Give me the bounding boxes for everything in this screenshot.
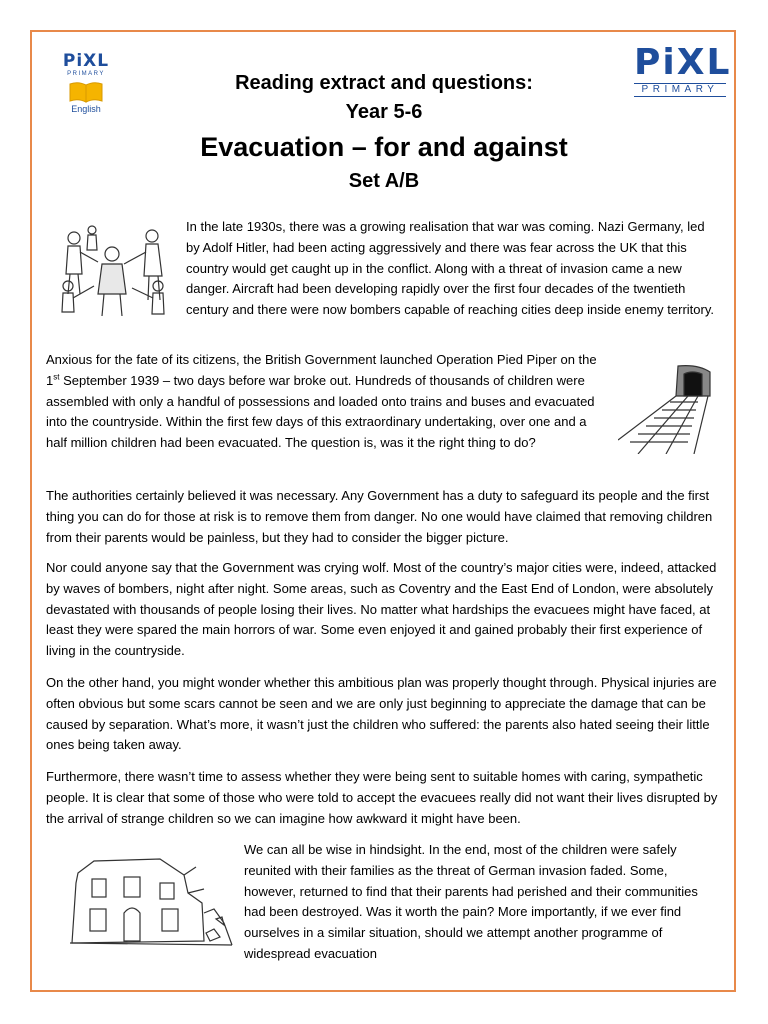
pixl-primary-logo — [634, 42, 732, 100]
paragraph-2 — [46, 350, 610, 454]
crowd-pointing-illustration — [54, 224, 172, 322]
railway-tunnel-illustration — [618, 362, 722, 454]
logo-left-sub: PRIMARY — [67, 71, 105, 77]
page-title: Evacuation – for and against — [200, 132, 568, 162]
paragraph-4: Nor could anyone say that the Government was crying wolf. Most of the country’s major cities were, indeed, attacked by waves of bombers, night after night. Some areas, such as Coventry and the East End of London, were absolutely devastated with thousands of people losing their lives. No matter what hardships the evacuees might have faced, at least they were spared the main horrors of war. Some even enjoyed it and gained probably their first experience of living in the countryside. — [46, 560, 717, 659]
paragraph-6: Furthermore, there wasn’t time to assess whether they were being sent to suitable homes with caring, sympathetic people. It is clear that some of those who were told to accept the evacuees really did not want their lives disrupted by the arrival of strange children so we can imagine how awkward it might have been. — [46, 769, 718, 826]
heading-line-1: Reading extract and questions: — [235, 72, 533, 94]
bombed-house-illustration — [64, 853, 238, 955]
heading-year: Year 5-6 — [345, 101, 423, 123]
paragraph-5: On the other hand, you might wonder whether this ambitious plan was properly thought through. Physical injuries are often obvious but some scars cannot be seen and we are only just beginning to appreciate the damage that can be caused by separation. What’s more, it wasn’t just the children who suffered: the parents also hated seeing their little ones being taken away. — [46, 675, 717, 753]
paragraph-7: We can all be wise in hindsight. In the end, most of the children were safely reunited with their families as the threat of German invasion faded. Some, however, returned to find that their parents had perished and their communities had been destroyed. Was it worth the pain? More importantly, if we ever find ourselves in a similar situation, should we attempt another programme of widespread evacuation — [244, 842, 698, 961]
logo-right-sub: PRIMARY — [634, 83, 726, 97]
paragraph-2-sup: st — [53, 372, 60, 382]
paragraph-1: In the late 1930s, there was a growing realisation that war was coming. Nazi Germany, led by Adolf Hitler, had been acting aggressively and there was fear across the UK that this country would get caught up in the conflict. Along with a threat of invasion came a new danger. Aircraft had been developing rapidly over the first four decades of the twentieth century and there were now bombers capable of reaching cities deep inside enemy territory. — [186, 219, 714, 318]
logo-right-brand: PiXL — [634, 42, 732, 83]
logo-left-brand: PiXL — [62, 51, 110, 71]
heading-set: Set A/B — [348, 170, 420, 192]
logo-left-subject: English — [71, 104, 101, 114]
paragraph-2-start: Anxious for the fate of its citizens, the British Government launched Operation Pied Piper on the 1 — [46, 352, 597, 388]
book-icon — [69, 81, 103, 103]
paragraph-3: The authorities certainly believed it was necessary. Any Government has a duty to safeguard its people and the first thing you can do for those at risk is to remove them from danger. No one would have claimed that removing children from their parents would be painless, but they had to consider the bigger picture. — [46, 488, 713, 545]
pixl-primary-english-logo — [58, 52, 114, 130]
paragraph-2-end: September 1939 – two days before war broke out. Hundreds of thousands of children were assembled with only a handful of possessions and loaded onto trains and buses and evacuated into the countryside. Within the first few days of this extraordinary undertaking, over one and a half million children had been evacuated. The question is, was it the right thing to do? — [46, 372, 595, 451]
